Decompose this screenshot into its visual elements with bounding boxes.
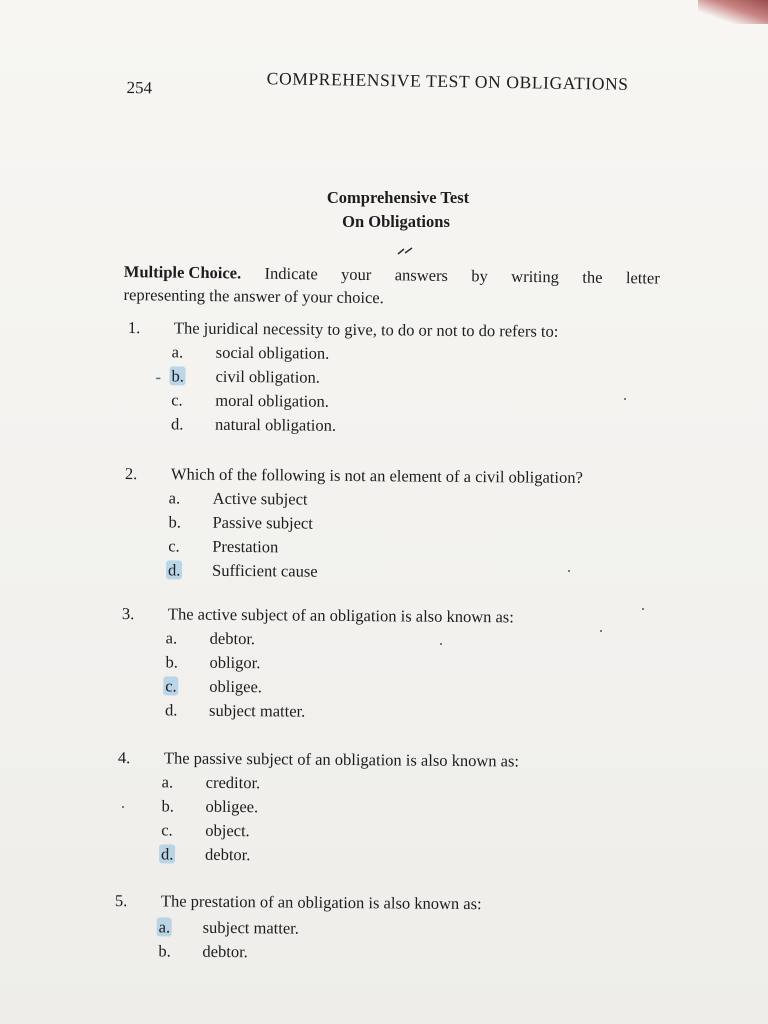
page-header xyxy=(0,62,768,114)
option-text: creditor. xyxy=(205,772,261,793)
option-text: obligor. xyxy=(209,652,261,673)
option-text: object. xyxy=(205,820,250,841)
paper-speck xyxy=(624,398,626,400)
page-corner-shadow xyxy=(698,0,768,24)
option-text: debtor. xyxy=(209,628,256,649)
option-letter xyxy=(159,917,181,937)
paper-speck xyxy=(600,630,602,632)
option-text: subject matter. xyxy=(202,917,300,938)
option-text: debtor. xyxy=(202,941,248,962)
option-text: social obligation. xyxy=(215,342,330,363)
option-text: subject matter. xyxy=(208,700,306,721)
instructions-line-2: representing the answer of your choice. xyxy=(123,284,384,308)
question-number: 5. xyxy=(114,891,128,911)
title-line-2: On Obligations xyxy=(342,212,450,231)
answer-highlight: c. xyxy=(165,676,177,696)
question-stem: The prestation of an obligation is also known as: xyxy=(160,891,482,914)
instructions-word: by xyxy=(471,266,488,286)
instructions-word: the xyxy=(582,267,603,287)
option-letter: c. xyxy=(161,820,173,840)
answer-highlight: b. xyxy=(171,366,184,386)
question-stem: Which of the following is not an element of a civil obligation? xyxy=(170,464,583,487)
instructions-word: Indicate xyxy=(264,263,318,284)
option-text: Active subject xyxy=(212,488,308,509)
option-text: natural obligation. xyxy=(214,414,337,435)
instructions-word: your xyxy=(341,264,372,285)
pen-mark-icon xyxy=(396,246,418,256)
option-letter: a. xyxy=(171,342,184,362)
answer-highlight: d. xyxy=(160,844,174,864)
question-number: 1. xyxy=(127,318,141,338)
question-stem: The juridical necessity to give, to do or not to do refers to: xyxy=(173,318,559,341)
paper-speck xyxy=(642,608,644,610)
option-text: Passive subject xyxy=(212,512,313,533)
instructions-word: answers xyxy=(394,265,449,285)
paper-speck xyxy=(122,806,124,808)
instructions-label: Multiple Choice. xyxy=(123,261,242,283)
option-letter xyxy=(171,366,193,386)
option-letter: b. xyxy=(168,512,181,532)
question-number: 2. xyxy=(124,464,138,484)
option-text: obligee. xyxy=(209,676,263,697)
instructions-word: writing xyxy=(511,266,560,287)
option-letter: d. xyxy=(170,414,184,434)
question-stem: The passive subject of an obligation is also known as: xyxy=(163,748,520,771)
answer-highlight: d. xyxy=(167,560,181,580)
title-line-1: Comprehensive Test xyxy=(326,188,470,207)
option-text: civil obligation. xyxy=(215,366,321,387)
instructions xyxy=(123,260,660,313)
instructions-word: letter xyxy=(625,268,660,288)
running-head: COMPREHENSIVE TEST ON OBLIGATIONS xyxy=(266,68,629,94)
option-letter: a. xyxy=(165,628,178,648)
option-letter: c. xyxy=(171,390,183,410)
option-text: debtor. xyxy=(204,844,251,865)
option-letter: a. xyxy=(161,772,174,792)
page-number: 254 xyxy=(126,77,153,98)
option-letter: b. xyxy=(158,941,171,961)
paper-speck xyxy=(440,643,442,645)
answer-highlight: a. xyxy=(158,917,171,937)
option-letter xyxy=(168,560,190,580)
option-letter: b. xyxy=(161,796,174,816)
option-text: moral obligation. xyxy=(215,390,330,411)
option-letter: a. xyxy=(168,488,181,508)
option-letter: b. xyxy=(165,652,178,672)
option-letter: d. xyxy=(164,700,178,720)
option-letter xyxy=(165,676,187,696)
option-letter xyxy=(161,844,183,864)
dash-mark-icon: - xyxy=(155,367,162,387)
question-number: 4. xyxy=(117,748,131,768)
paper-speck xyxy=(568,570,570,572)
question-number: 3. xyxy=(121,604,135,624)
option-text: obligee. xyxy=(205,796,259,817)
option-letter: c. xyxy=(168,536,180,556)
question-stem: The active subject of an obligation is also known as: xyxy=(167,604,514,627)
option-text: Sufficient cause xyxy=(211,560,318,581)
option-text: Prestation xyxy=(212,536,279,557)
